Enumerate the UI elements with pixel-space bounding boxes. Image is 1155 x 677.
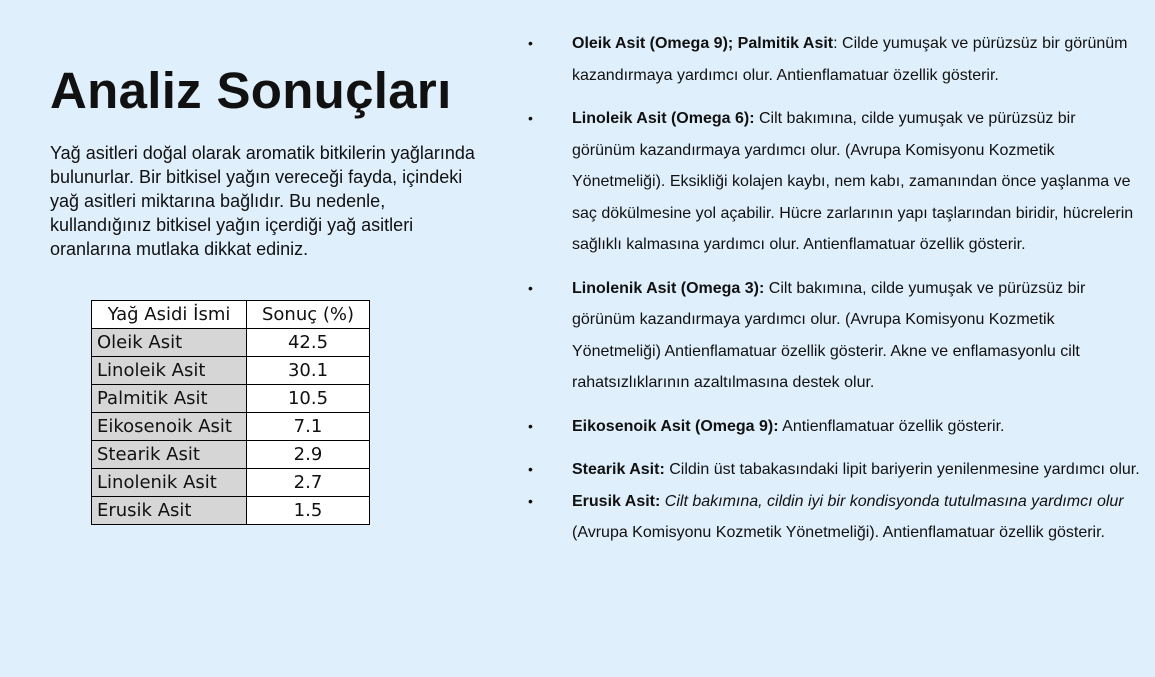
results-table — [91, 300, 370, 525]
row-name: Eikosenoik Asit — [92, 413, 247, 441]
item-label: Erusik Asit: — [572, 492, 661, 510]
row-name: Palmitik Asit — [92, 385, 247, 413]
item-label: Stearik Asit: — [572, 461, 665, 478]
item-text: Cilt bakımına, cilde yumuşak ve pürüzsüz bir görünüm kazandırmaya yardımcı olur. (Avrupa Komisyonu Kozmetik Yönetmeliği) Antienflamatuar özellik gösterir. Akne ve enflamasyonlu cilt rahatsızlıklarının azaltılmasına destek olur. — [572, 279, 1086, 391]
fatty-acid-list — [528, 28, 1140, 549]
intro-text: Yağ asitleri doğal olarak aromatik bitkilerin yağlarında bulunurlar. Bir bitkisel yağın vereceği fayda, içindeki yağ asitleri miktarına bağlıdır. Bu nedenle, kullandığınız bitkisel yağın içerdiği yağ asitleri oranlarına mutlaka dikkat ediniz. — [50, 143, 475, 260]
right-panel — [528, 28, 1140, 561]
item-label: Eikosenoik Asit (Omega 9): — [572, 417, 779, 435]
row-value: 1.5 — [247, 497, 370, 525]
left-panel — [50, 60, 480, 261]
row-value: 30.1 — [247, 357, 370, 385]
row-value: 2.9 — [247, 441, 370, 469]
table-row — [92, 469, 370, 497]
row-name: Linoleik Asit — [92, 357, 247, 385]
list-item-linolenic — [528, 273, 1140, 399]
row-value: 7.1 — [247, 413, 370, 441]
table-row — [92, 329, 370, 357]
row-value: 2.7 — [247, 469, 370, 497]
row-name: Erusik Asit — [92, 497, 247, 525]
bullet-icon: • — [528, 492, 533, 509]
item-text: Antienflamatuar özellik gösterir. — [778, 417, 1005, 435]
row-name: Linolenik Asit — [92, 469, 247, 497]
item-label: Linolenik Asit (Omega 3): — [572, 279, 765, 297]
list-item-oleic — [528, 28, 1140, 91]
list-item-eicosenoic — [528, 411, 1140, 443]
bullet-icon: • — [528, 35, 533, 51]
table-row — [92, 357, 370, 385]
item-label: Oleik Asit (Omega 9); Palmitik Asit — [572, 35, 834, 52]
item-separator: : — [833, 35, 838, 52]
bullet-icon: • — [528, 279, 533, 296]
item-text: Cilde yumuşak ve pürüzsüz bir görünüm kazandırmaya yardımcı olur. Antienflamatuar özellik gösterir. — [572, 35, 1128, 84]
list-item-erucic — [528, 486, 1140, 549]
item-text: Cilt bakımına, cilde yumuşak ve pürüzsüz bir görünüm kazandırmaya yardımcı olur. (Avrupa Komisyonu Kozmetik Yönetmeliği). Eksikliği kolajen kaybı, nem kabı, zamanından önce yaşlanma ve saç dökülmesine yol açabilir. Hücre zarlarının yapı taşlarından biridir, hücrelerin sağlıklı kalmasına yardımcı olur. Antienflamatuar özellik gösterir. — [572, 110, 1134, 253]
table-header-row — [92, 301, 370, 329]
table-row — [92, 441, 370, 469]
table-row — [92, 413, 370, 441]
table-row — [92, 385, 370, 413]
row-name: Stearik Asit — [92, 441, 247, 469]
row-value: 42.5 — [247, 329, 370, 357]
list-item-linoleic — [528, 103, 1140, 261]
row-value: 10.5 — [247, 385, 370, 413]
row-name: Oleik Asit — [92, 329, 247, 357]
item-text: (Avrupa Komisyonu Kozmetik Yönetmeliği). Antienflamatuar özellik gösterir. — [572, 524, 1105, 541]
header-result-percent: Sonuç (%) — [247, 301, 370, 329]
item-text: Cildin üst tabakasındaki lipit bariyerin yenilenmesine yardımcı olur. — [664, 461, 1140, 478]
header-fatty-acid-name: Yağ Asidi İsmi — [92, 301, 247, 329]
bullet-icon: • — [528, 417, 533, 434]
table-row — [92, 497, 370, 525]
item-italic-text: Cilt bakımına, cildin iyi bir kondisyonda tutulmasına yardımcı olur — [660, 492, 1124, 510]
bullet-icon: • — [528, 110, 533, 126]
item-label: Linoleik Asit (Omega 6): — [572, 110, 755, 127]
bullet-icon: • — [528, 461, 533, 477]
list-item-stearic — [528, 454, 1140, 486]
page-title: Analiz Sonuçları — [50, 62, 452, 119]
